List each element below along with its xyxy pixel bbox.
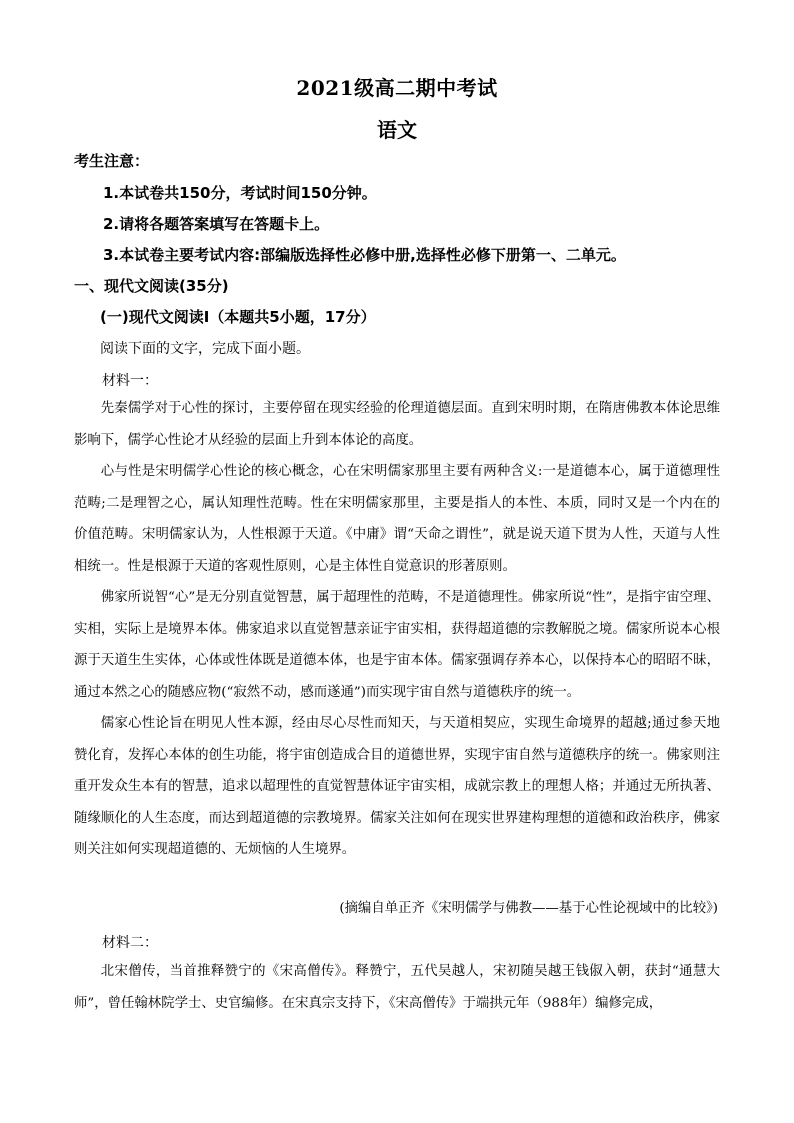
- reading-instruction: 阅读下面的文字，完成下面小题。: [100, 341, 310, 357]
- material1-body: [74, 393, 720, 866]
- notice-item-1: 1.本试卷共150分，考试时间150分钟。: [103, 184, 377, 202]
- material1-paragraph: 佛家所说智“心”是无分别直觉智慧，属于超理性的范畴，不是道德理性。佛家所说“性”，是指宇宙空理、实相，实际上是境界本体。佛家追求以直觉智慧亲证宇宙实相，获得超道德的宗教解脱之境。儒家所说本心根源于天道生生实体，心体或性体既是道德本体，也是宇宙本体。儒家强调存养本心，以保持本心的昭昭不昧，通过本然之心的随感应物(“寂然不动，感而遂通”)而实现宇宙自然与道德秩序的统一。: [74, 590, 720, 700]
- material1-source: (摘编自单正齐《宋明儒学与佛教——基于心性论视域中的比较》): [339, 901, 718, 916]
- exam-title: 2021级高二期中考试: [296, 76, 498, 100]
- subject-title: 语文: [377, 118, 417, 142]
- material1-paragraph: 儒家心性论旨在明见人性本源，经由尽心尽性而知天，与天道相契应，实现生命境界的超越;通过参天地赞化育，发挥心本体的创生功能，将宇宙创造成合目的道德世界，实现宇宙自然与道德秩序的统一。佛家则注重开发众生本有的智慧，追求以超理性的直觉智慧体证宇宙实相，成就宗教上的理想人格；并通过无所执著、随缘顺化的人生态度，而达到超道德的宗教境界。儒家关注如何在现实世界建构理想的道德和政治秩序，佛家则关注如何实现超道德的、无烦恼的人生境界。: [74, 716, 720, 857]
- material1-paragraph: 心与性是宋明儒学心性论的核心概念，心在宋明儒家那里主要有两种含义:一是道德本心，属于道德理性范畴;二是理智之心，属认知理性范畴。性在宋明儒家那里，主要是指人的本性、本质，同时又是一个内在的价值范畴。宋明儒家认为，人性根源于天道。《中庸》谓“天命之谓性”，就是说天道下贯为人性，天道与人性相统一。性是根源于天道的客观性原则，心是主体性自觉意识的形著原则。: [74, 464, 720, 574]
- material1-label: 材料一：: [102, 373, 158, 389]
- notice-heading: 考生注意：: [74, 152, 150, 170]
- material2-body: [74, 956, 720, 1019]
- section-heading: 一、现代文阅读(35分): [74, 277, 229, 295]
- material2-paragraph: 北宋僧传，当首推释赞宁的《宋高僧传》。释赞宁，五代吴越人，宋初随吴越王钱俶入朝，获封“通慧大师”，曾任翰林院学士、史官编修。在宋真宗支持下，《宋高僧传》于端拱元年（988年）编修完成，: [74, 964, 720, 1011]
- sub-section-heading: (一)现代文阅读Ⅰ（本题共5小题，17分）: [100, 308, 376, 326]
- material1-paragraph: 先秦儒学对于心性的探讨，主要停留在现实经验的伦理道德层面。直到宋明时期，在隋唐佛教本体论思维影响下，儒学心性论才从经验的层面上升到本体论的高度。: [74, 401, 720, 448]
- notice-item-2: 2.请将各题答案填写在答题卡上。: [103, 215, 330, 233]
- material2-label: 材料二：: [102, 935, 158, 951]
- notice-item-3: 3.本试卷主要考试内容:部编版选择性必修中册,选择性必修下册第一、二单元。: [103, 246, 626, 264]
